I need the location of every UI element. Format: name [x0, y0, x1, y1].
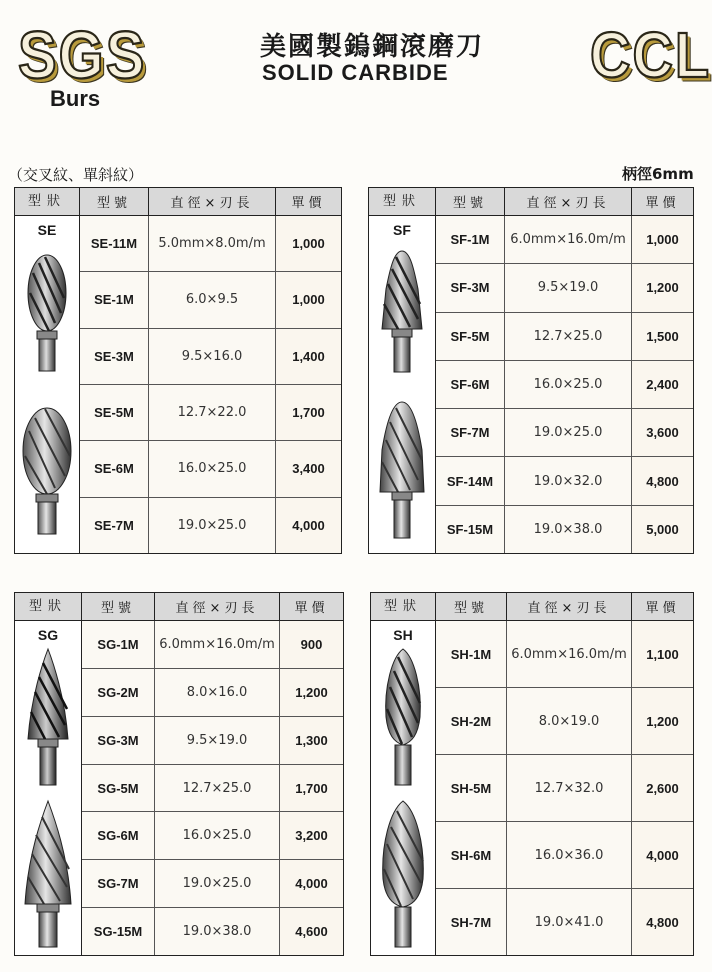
- shape-code: SG: [37, 627, 59, 643]
- bur-flame-large-icon: [379, 799, 427, 949]
- price-cell: 2,600: [632, 755, 693, 821]
- size-cell: 16.0×25.0: [505, 361, 632, 408]
- price-cell: 1,200: [632, 688, 693, 754]
- size-cell: 6.0mm×16.0m/m: [507, 621, 632, 687]
- table-row: [436, 361, 693, 409]
- size-cell: 9.5×16.0: [149, 329, 276, 384]
- size-cell: 6.0mm×16.0m/m: [155, 621, 280, 668]
- model-cell: SE-5M: [80, 385, 149, 440]
- table-row: [80, 441, 341, 497]
- price-cell: 1,700: [280, 765, 343, 812]
- table-row: [436, 621, 693, 688]
- price-cell: 2,400: [632, 361, 693, 408]
- header-model: 型號: [80, 188, 149, 215]
- size-cell: 16.0×25.0: [155, 812, 280, 859]
- model-cell: SH-7M: [436, 889, 507, 955]
- price-table: [436, 593, 693, 955]
- model-cell: SH-6M: [436, 822, 507, 888]
- model-cell: SE-1M: [80, 272, 149, 327]
- shape-column: [369, 188, 436, 553]
- size-cell: 12.7×25.0: [505, 313, 632, 360]
- table-row: [436, 506, 693, 553]
- size-cell: 8.0×16.0: [155, 669, 280, 716]
- model-cell: SG-7M: [82, 860, 155, 907]
- bur-images: [369, 236, 435, 553]
- table-row: [436, 216, 693, 264]
- table-row: [436, 889, 693, 955]
- burs-label: Burs: [50, 86, 101, 111]
- price-cell: 5,000: [632, 506, 693, 553]
- price-table: [436, 188, 693, 553]
- price-cell: 3,600: [632, 409, 693, 456]
- header-shape: 型狀: [369, 188, 435, 216]
- size-cell: 12.7×22.0: [149, 385, 276, 440]
- table-row: [436, 313, 693, 361]
- size-cell: 19.0×25.0: [149, 498, 276, 553]
- title-english: SOLID CARBIDE: [262, 60, 449, 85]
- shape-column: [371, 593, 436, 955]
- model-cell: SE-11M: [80, 216, 149, 271]
- header-shape: 型狀: [371, 593, 435, 621]
- price-cell: 900: [280, 621, 343, 668]
- header-price: 單價: [645, 601, 680, 616]
- size-cell: 16.0×36.0: [507, 822, 632, 888]
- price-cell: 4,000: [632, 822, 693, 888]
- pattern-note: （交叉紋、單斜紋）: [8, 166, 144, 184]
- model-cell: SG-15M: [82, 908, 155, 955]
- model-cell: SF-3M: [436, 264, 505, 311]
- header-model: 型號: [436, 188, 505, 215]
- model-cell: SE-3M: [80, 329, 149, 384]
- bur-oval-icon: [25, 253, 69, 373]
- price-cell: 1,400: [276, 329, 341, 384]
- price-table: [80, 188, 341, 553]
- model-cell: SF-6M: [436, 361, 505, 408]
- price-cell: 3,200: [280, 812, 343, 859]
- price-cell: 4,800: [632, 889, 693, 955]
- bur-flame-icon: [382, 647, 424, 787]
- price-cell: 4,000: [280, 860, 343, 907]
- bur-oval-large-icon: [21, 406, 73, 536]
- bur-images: [15, 641, 81, 955]
- header-size: 直徑×刃長: [155, 593, 280, 620]
- price-cell: 1,200: [280, 669, 343, 716]
- model-cell: SH-1M: [436, 621, 507, 687]
- table-row: [82, 765, 343, 813]
- shape-code: SE: [37, 222, 57, 238]
- price-cell: 1,000: [276, 272, 341, 327]
- header-price: 單價: [291, 196, 326, 211]
- table-row: [82, 860, 343, 908]
- header-shape: 型狀: [15, 188, 79, 216]
- header-shape: 型狀: [15, 593, 81, 621]
- table-row: [82, 717, 343, 765]
- price-cell: 1,300: [280, 717, 343, 764]
- price-table: [82, 593, 343, 955]
- price-cell: 1,500: [632, 313, 693, 360]
- model-cell: SF-15M: [436, 506, 505, 553]
- price-cell: 3,400: [276, 441, 341, 496]
- price-cell: 1,700: [276, 385, 341, 440]
- size-cell: 16.0×25.0: [149, 441, 276, 496]
- table-header: [436, 188, 693, 216]
- size-cell: 19.0×25.0: [155, 860, 280, 907]
- model-cell: SF-1M: [436, 216, 505, 263]
- model-cell: SH-5M: [436, 755, 507, 821]
- size-cell: 19.0×32.0: [505, 457, 632, 504]
- table-row: [82, 621, 343, 669]
- size-cell: 5.0mm×8.0m/m: [149, 216, 276, 271]
- bur-tree-pointed-icon: [25, 647, 71, 787]
- size-cell: 12.7×32.0: [507, 755, 632, 821]
- table-row: [82, 669, 343, 717]
- table-row: [436, 755, 693, 822]
- header-size: 直徑×刃長: [507, 593, 632, 620]
- model-cell: SF-5M: [436, 313, 505, 360]
- price-cell: 4,600: [280, 908, 343, 955]
- panel-sg: [14, 592, 344, 956]
- price-cell: 1,000: [276, 216, 341, 271]
- table-row: [80, 216, 341, 272]
- shank-diameter-note: 柄徑6mm: [622, 165, 694, 183]
- table-row: [80, 385, 341, 441]
- table-row: [436, 688, 693, 755]
- size-cell: 19.0×38.0: [155, 908, 280, 955]
- table-header: [82, 593, 343, 621]
- header-price: 單價: [294, 601, 329, 616]
- header-price: 單價: [645, 196, 680, 211]
- table-row: [436, 409, 693, 457]
- price-cell: 1,200: [632, 264, 693, 311]
- price-cell: 4,800: [632, 457, 693, 504]
- model-cell: SG-2M: [82, 669, 155, 716]
- table-row: [82, 812, 343, 860]
- table-row: [80, 498, 341, 553]
- size-cell: 8.0×19.0: [507, 688, 632, 754]
- table-header: [436, 593, 693, 621]
- model-cell: SG-6M: [82, 812, 155, 859]
- header-size: 直徑×刃長: [149, 188, 276, 215]
- table-row: [436, 457, 693, 505]
- bur-tree-round-large-icon: [378, 400, 426, 540]
- panel-sf: [368, 187, 694, 554]
- table-row: [436, 822, 693, 889]
- table-header: [80, 188, 341, 216]
- size-cell: 9.5×19.0: [155, 717, 280, 764]
- model-cell: SG-1M: [82, 621, 155, 668]
- size-cell: 19.0×41.0: [507, 889, 632, 955]
- sgs-logo: SGS: [18, 18, 147, 93]
- shape-code: SH: [393, 627, 413, 643]
- price-cell: 1,000: [632, 216, 693, 263]
- header-model: 型號: [436, 593, 507, 620]
- title-chinese: 美國製鎢鋼滾磨刀: [260, 32, 485, 62]
- model-cell: SE-6M: [80, 441, 149, 496]
- model-cell: SG-3M: [82, 717, 155, 764]
- table-row: [82, 908, 343, 955]
- model-cell: SG-5M: [82, 765, 155, 812]
- size-cell: 9.5×19.0: [505, 264, 632, 311]
- bur-images: [15, 236, 79, 553]
- size-cell: 6.0mm×16.0m/m: [505, 216, 632, 263]
- shape-code: SF: [393, 222, 411, 238]
- ccl-logo: CCL: [590, 18, 712, 91]
- size-cell: 6.0×9.5: [149, 272, 276, 327]
- size-cell: 12.7×25.0: [155, 765, 280, 812]
- bur-tree-pointed-large-icon: [22, 799, 74, 949]
- panel-se: [14, 187, 342, 554]
- shape-column: [15, 593, 82, 955]
- shape-column: [15, 188, 80, 553]
- table-row: [80, 329, 341, 385]
- model-cell: SH-2M: [436, 688, 507, 754]
- price-cell: 1,100: [632, 621, 693, 687]
- table-row: [436, 264, 693, 312]
- table-row: [80, 272, 341, 328]
- bur-images: [371, 641, 435, 955]
- header-size: 直徑×刃長: [505, 188, 632, 215]
- header-model: 型號: [82, 593, 155, 620]
- size-cell: 19.0×25.0: [505, 409, 632, 456]
- price-cell: 4,000: [276, 498, 341, 553]
- bur-tree-round-icon: [380, 249, 424, 374]
- model-cell: SE-7M: [80, 498, 149, 553]
- size-cell: 19.0×38.0: [505, 506, 632, 553]
- panel-sh: [370, 592, 694, 956]
- model-cell: SF-14M: [436, 457, 505, 504]
- model-cell: SF-7M: [436, 409, 505, 456]
